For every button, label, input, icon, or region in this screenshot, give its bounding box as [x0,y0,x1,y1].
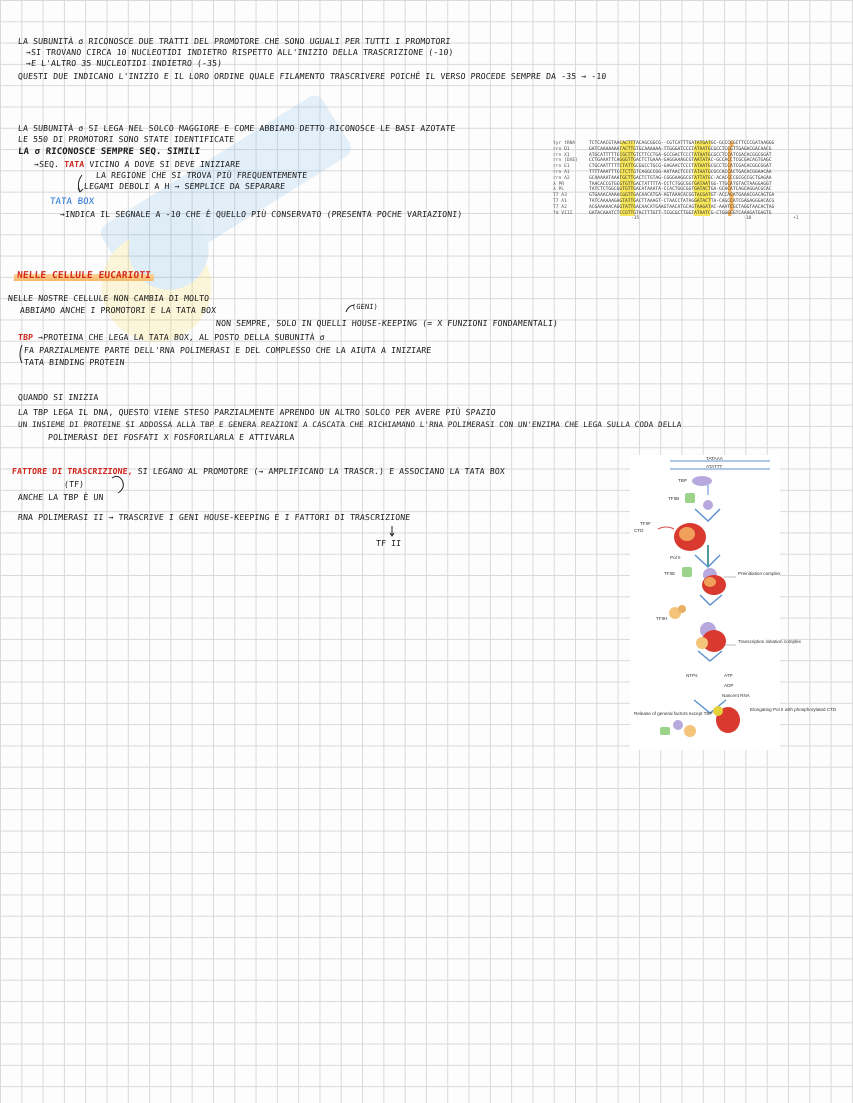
diagram-label: Preinitiation complex [738,571,781,576]
diagram-label: Release of general factors except TBP [634,711,713,716]
tata-box-label: TATA BOX [49,197,95,207]
sequence-string: CTGCAATTTTTCTATTGCGGCCTGCG-GAGAACTCCCTATAATGCGCCTCCATCGACACGGCGGAT [589,164,772,170]
section-heading [14,271,155,281]
note-line [12,466,506,476]
tf-keyword: FATTORE DI TRASCRIZIONE, [11,466,134,476]
diagram-label: TBP [678,478,687,483]
note-line: ANCHE LA TBP È UN [17,492,104,502]
sequence-name: rrn A2 [553,175,570,181]
note-line: FA PARZIALMENTE PARTE DELL'RNA POLIMERASI E DEL COMPLESSO CHE LA AIUTA A INIZIARE [23,345,432,355]
note-text: VICINO A DOVE SI DEVE INIZIARE [88,159,241,169]
sequence-string: GTGAAACAAAACGGTTGACAACATGA-AGTAAACACGGTACGATGT-ACCACATGAAACGACAGTGA [589,193,775,199]
sequence-string: TTTTAAATTTCCTCTTGTCAGGCCGG-AATAACTCCCTATAATGCGCCACCACTGACACGGAACAA [589,169,772,175]
note-line: LEGAMI DEBOLI A H → SEMPLICE DA SEPARARE [83,181,286,191]
note-text: →SEQ. [33,159,60,169]
note-line: LA SUBUNITÀ σ SI LEGA NEL SOLCO MAGGIORE E COME ABBIAMO DETTO RICONOSCE LE BASI AZOTATE [17,123,456,133]
diagram-label: TATAAA [706,456,723,461]
diagram-label: ADP [724,683,734,688]
note-line: NON SEMPRE, SOLO IN QUELLI HOUSE-KEEPING (= X FUNZIONI FONDAMENTALI) [215,318,559,328]
note-line: (TF) [63,479,85,489]
note-line: LA REGIONE CHE SI TROVA PIÙ FREQUENTEMENTE [95,170,308,180]
note-annotation: (GENI) [351,303,379,311]
note-line: TF II [375,538,402,548]
diagram-label: Transcription initiation complex [738,639,801,644]
diagram-label: ATATTT [706,464,723,469]
tbp-keyword: TBP [17,332,34,342]
sequence-string: GCAAAAATAAATGCTTGACTCTGTAG-CGGGAAGGCGTATTATGC-ACACCCCGCGCCGCTGAGAA [589,175,772,181]
sequence-string: GATCAAAAAAATACTTGTGCAAAAAA-TTGGGATCCCTATAATGCGCCTCCGTTGAGACGACAACG [589,146,772,152]
diagram-label: Elongating Pol II with phosphorylated CTD [750,707,837,712]
note-line [34,159,241,169]
note-line: →E L'ALTRO 35 NUCLEOTIDI INDIETRO (-35) [25,58,223,68]
sequence-name: rrn E1 [553,164,570,170]
diagram-label: TFIIF [640,521,651,526]
tata-keyword: TATA [63,159,85,169]
note-line: TATA BINDING PROTEIN [23,357,125,367]
diagram-label: TFIIB [668,496,680,501]
diagram-label: Pol II [670,555,681,560]
note-line: LA σ RICONOSCE SEMPRE SEQ. SIMILI [17,147,201,157]
sequence-string: CCTGAAATTCAGGGTTGACTCTGAAA-GAGGAAAGCGTAATATAC-GCCACCTCGCGACAGTGAGC [589,158,772,164]
transcription-initiation-diagram [630,455,837,750]
diagram-label: NTPs [686,673,698,678]
sequence-string: ACGAAAAACAGGTATTGACAACATGAAGTAACATGCAGTAAGATAC-AAATCGCTAGGTAACACTAG [589,204,775,210]
sequence-string: TCTCAACGTAACACTTTACAGCGGCG--CGTCATTTGATATGATGC-GCCCCGCTTCCCGATAAGGG [589,141,775,146]
sequence-name: rrn D1 [553,146,570,152]
sequence-name: rrn (DXE) [553,158,578,164]
sequence-string: ATGCATTTTTCCGCTTGTCTTCCTGA-GCCGACTCCCTATAATGCGCCTCCATCGACACGGCGGAT [589,152,772,158]
sequence-name: T7 A2 [553,204,567,210]
note-line: RNA POLIMERASI II → TRASCRIVE I GENI HOUSE-KEEPING E I FATTORI DI TRASCRIZIONE [17,512,411,522]
note-line: LA TBP LEGA IL DNA, QUESTO VIENE STESO PARZIALMENTE APRENDO UN ALTRO SOLCO PER AVERE PIÙ SPAZIO [17,407,497,417]
note-line: ABBIAMO ANCHE I PROMOTORI E LA TATA BOX [19,305,217,315]
sequence-name: rrn X1 [553,152,570,158]
minus10-mark: -10 [743,216,752,222]
diagram-label: Nascent RNA [722,693,750,698]
diagram-label: CTD [634,528,644,533]
note-line: UN INSIEME DI PROTEINE SI ADDOSSA ALLA TBP E GENERA REAZIONI A CASCATA CHE RICHIAMANO L'RNA POLIMERASI CON UN'ENZIMA CHE LEGA SULLA CODA DELLA [17,420,682,429]
sequence-string: GATACAAATCTCCGTTGTACTTTGTT-TCGCGCTTGGTATAATCG-CTGGGGGTCAAAGATGAGTG [589,210,772,216]
sequence-name: T7 A3 [553,193,567,199]
heading-text: NELLE CELLULE EUCARIOTI [14,270,155,281]
note-line: LE 550 DI PROMOTORI SONO STATE IDENTIFICATE [17,134,235,144]
note-line: →SI TROVANO CIRCA 10 NUCLEOTIDI INDIETRO RISPETTO ALL'INIZIO DELLA TRASCRIZIONE (-10) [25,47,454,57]
sequence-name: rrn A1 [553,169,570,175]
sequence-name: fd VIII [553,210,573,216]
note-line [18,332,325,342]
note-line: LA SUBUNITÀ σ RICONOSCE DUE TRATTI DEL PROMOTORE CHE SONO UGUALI PER TUTTI I PROMOTORI [17,36,451,46]
note-line: NELLE NOSTRE CELLULE NON CAMBIA DI MOLTO [7,293,210,303]
note-line: →INDICA IL SEGNALE A -10 CHE È QUELLO PIÙ CONSERVATO (PRESENTA POCHE VARIAZIONI) [59,209,463,219]
diagram-label: ATP [724,673,733,678]
note-line: POLIMERASI DEI FOSFATI X FOSFORILARLA E ATTIVARLA [47,432,295,442]
sequence-name: tyr tRNA [553,141,576,146]
note-line: QUESTI DUE INDICANO L'INIZIO E IL LORO ORDINE QUALE FILAMENTO TRASCRIVERE POICHÉ IL VERSO PROCEDE SEMPRE DA -35 → -10 [17,71,607,81]
sequence-name: λ PR [553,181,565,187]
note-text: →PROTEINA CHE LEGA LA TATA BOX, AL POSTO DELLA SUBUNITÀ σ [37,332,326,342]
sequence-string: TAACACCGTGCGTGTTGACTATTTTA-CCTCTGGCGGTGATAATGG-TTGCATGTACTAAGGAGGT [589,181,772,187]
note-line: QUANDO SI INIZIA [17,392,99,402]
sequence-name: T7 A1 [553,198,567,204]
sequence-string: TATCTCTGGCGGTGTTGACATAAATA-CCACTGGCGGTGATACTGA-GCACATCAGCAGGACGCAC [589,187,772,193]
note-text: SI LEGANO AL PROMOTORE (→ AMPLIFICANO LA TRASCR.) E ASSOCIANO LA TATA BOX [137,466,506,476]
plus1-mark: +1 [793,216,799,222]
diagram-label: TFIIH [656,616,668,621]
promoter-sequence-alignment [553,141,843,222]
minus35-mark: -35 [631,216,640,222]
sequence-name: λ PL [553,187,565,193]
diagram-label: TFIIE [664,571,676,576]
sequence-string: TATCAAAAAGAGTATTGACTTAAAGT-CTAACCTATAGGATACTTA-CAGCCATCGAGAGGGACACG [589,198,775,204]
